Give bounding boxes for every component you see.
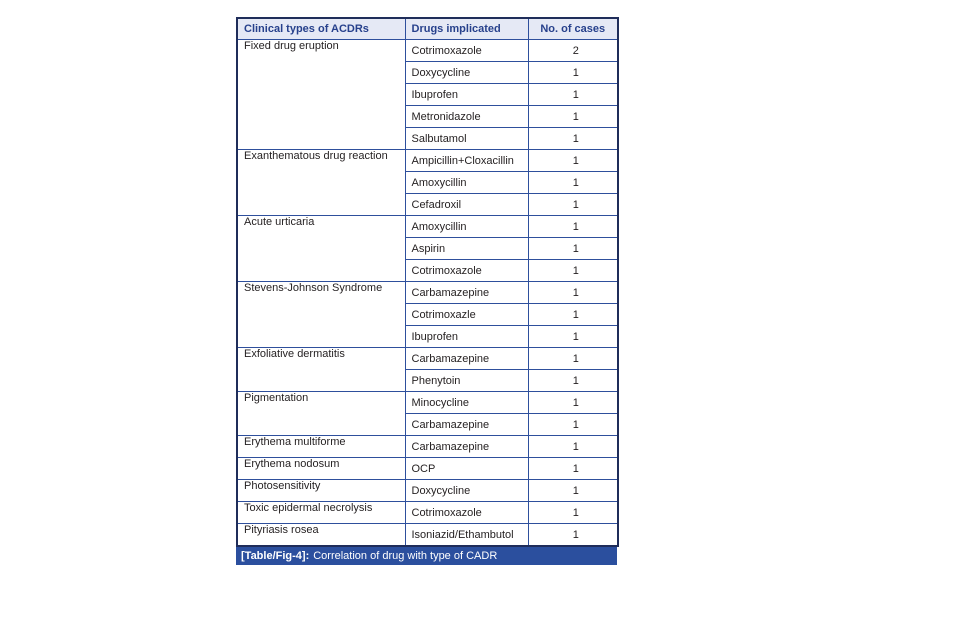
clinical-type-cell: Toxic epidermal necrolysis xyxy=(237,502,405,524)
cases-cell: 1 xyxy=(528,458,618,480)
table-row xyxy=(237,458,618,480)
table-row xyxy=(237,150,618,172)
drug-cell: Cotrimoxazle xyxy=(405,304,528,326)
drug-cell: OCP xyxy=(405,458,528,480)
cases-cell: 1 xyxy=(528,348,618,370)
cases-cell: 1 xyxy=(528,370,618,392)
cases-cell: 1 xyxy=(528,84,618,106)
acdr-table xyxy=(236,17,617,565)
table-row xyxy=(237,436,618,458)
drug-cell: Carbamazepine xyxy=(405,348,528,370)
cases-cell: 1 xyxy=(528,62,618,84)
drug-cell: Aspirin xyxy=(405,238,528,260)
cases-cell: 1 xyxy=(528,392,618,414)
cases-cell: 1 xyxy=(528,282,618,304)
clinical-type-cell: Pityriasis rosea xyxy=(237,524,405,547)
drug-cell: Doxycycline xyxy=(405,480,528,502)
drug-cell: Carbamazepine xyxy=(405,282,528,304)
drug-cell: Amoxycillin xyxy=(405,216,528,238)
table-row xyxy=(237,502,618,524)
drug-cell: Cotrimoxazole xyxy=(405,40,528,62)
col-header-clinical-types: Clinical types of ACDRs xyxy=(237,18,405,40)
clinical-type-cell: Erythema multiforme xyxy=(237,436,405,458)
cases-cell: 1 xyxy=(528,194,618,216)
drug-cell: Ibuprofen xyxy=(405,84,528,106)
clinical-type-cell: Exanthematous drug reaction xyxy=(237,150,405,216)
table-row xyxy=(237,40,618,62)
clinical-type-cell: Erythema nodosum xyxy=(237,458,405,480)
drug-cell: Cotrimoxazole xyxy=(405,260,528,282)
clinical-type-cell: Stevens-Johnson Syndrome xyxy=(237,282,405,348)
drug-cell: Minocycline xyxy=(405,392,528,414)
cases-cell: 1 xyxy=(528,128,618,150)
table-header-row xyxy=(237,18,618,40)
clinical-type-cell: Acute urticaria xyxy=(237,216,405,282)
clinical-type-cell: Fixed drug eruption xyxy=(237,40,405,150)
clinical-type-cell: Photosensitivity xyxy=(237,480,405,502)
cases-cell: 1 xyxy=(528,260,618,282)
drug-cell: Phenytoin xyxy=(405,370,528,392)
table-row xyxy=(237,216,618,238)
table-caption xyxy=(236,547,617,565)
table-row xyxy=(237,392,618,414)
cases-cell: 1 xyxy=(528,524,618,547)
drug-cell: Carbamazepine xyxy=(405,414,528,436)
cases-cell: 1 xyxy=(528,304,618,326)
drug-cell: Isoniazid/Ethambutol xyxy=(405,524,528,547)
table-body xyxy=(237,40,618,547)
clinical-type-cell: Exfoliative dermatitis xyxy=(237,348,405,392)
cases-cell: 1 xyxy=(528,238,618,260)
drug-cell: Metronidazole xyxy=(405,106,528,128)
drug-cell: Carbamazepine xyxy=(405,436,528,458)
drug-cell: Doxycycline xyxy=(405,62,528,84)
cases-cell: 1 xyxy=(528,480,618,502)
cases-cell: 1 xyxy=(528,216,618,238)
table-row xyxy=(237,348,618,370)
cases-cell: 1 xyxy=(528,414,618,436)
cases-cell: 2 xyxy=(528,40,618,62)
col-header-no-of-cases: No. of cases xyxy=(528,18,618,40)
drug-cell: Salbutamol xyxy=(405,128,528,150)
drug-cell: Cefadroxil xyxy=(405,194,528,216)
table-caption-text: Correlation of drug with type of CADR xyxy=(313,550,498,562)
table-row xyxy=(237,524,618,547)
cases-cell: 1 xyxy=(528,502,618,524)
table-row xyxy=(237,282,618,304)
drug-cell: Cotrimoxazole xyxy=(405,502,528,524)
cases-cell: 1 xyxy=(528,150,618,172)
col-header-drugs-implicated: Drugs implicated xyxy=(405,18,528,40)
table-row xyxy=(237,480,618,502)
drug-cell: Ampicillin+Cloxacillin xyxy=(405,150,528,172)
cases-cell: 1 xyxy=(528,326,618,348)
drug-cell: Ibuprofen xyxy=(405,326,528,348)
clinical-type-cell: Pigmentation xyxy=(237,392,405,436)
table-caption-label: [Table/Fig-4]: xyxy=(241,550,310,562)
acdr-table-grid xyxy=(236,17,619,547)
cases-cell: 1 xyxy=(528,436,618,458)
cases-cell: 1 xyxy=(528,172,618,194)
drug-cell: Amoxycillin xyxy=(405,172,528,194)
cases-cell: 1 xyxy=(528,106,618,128)
